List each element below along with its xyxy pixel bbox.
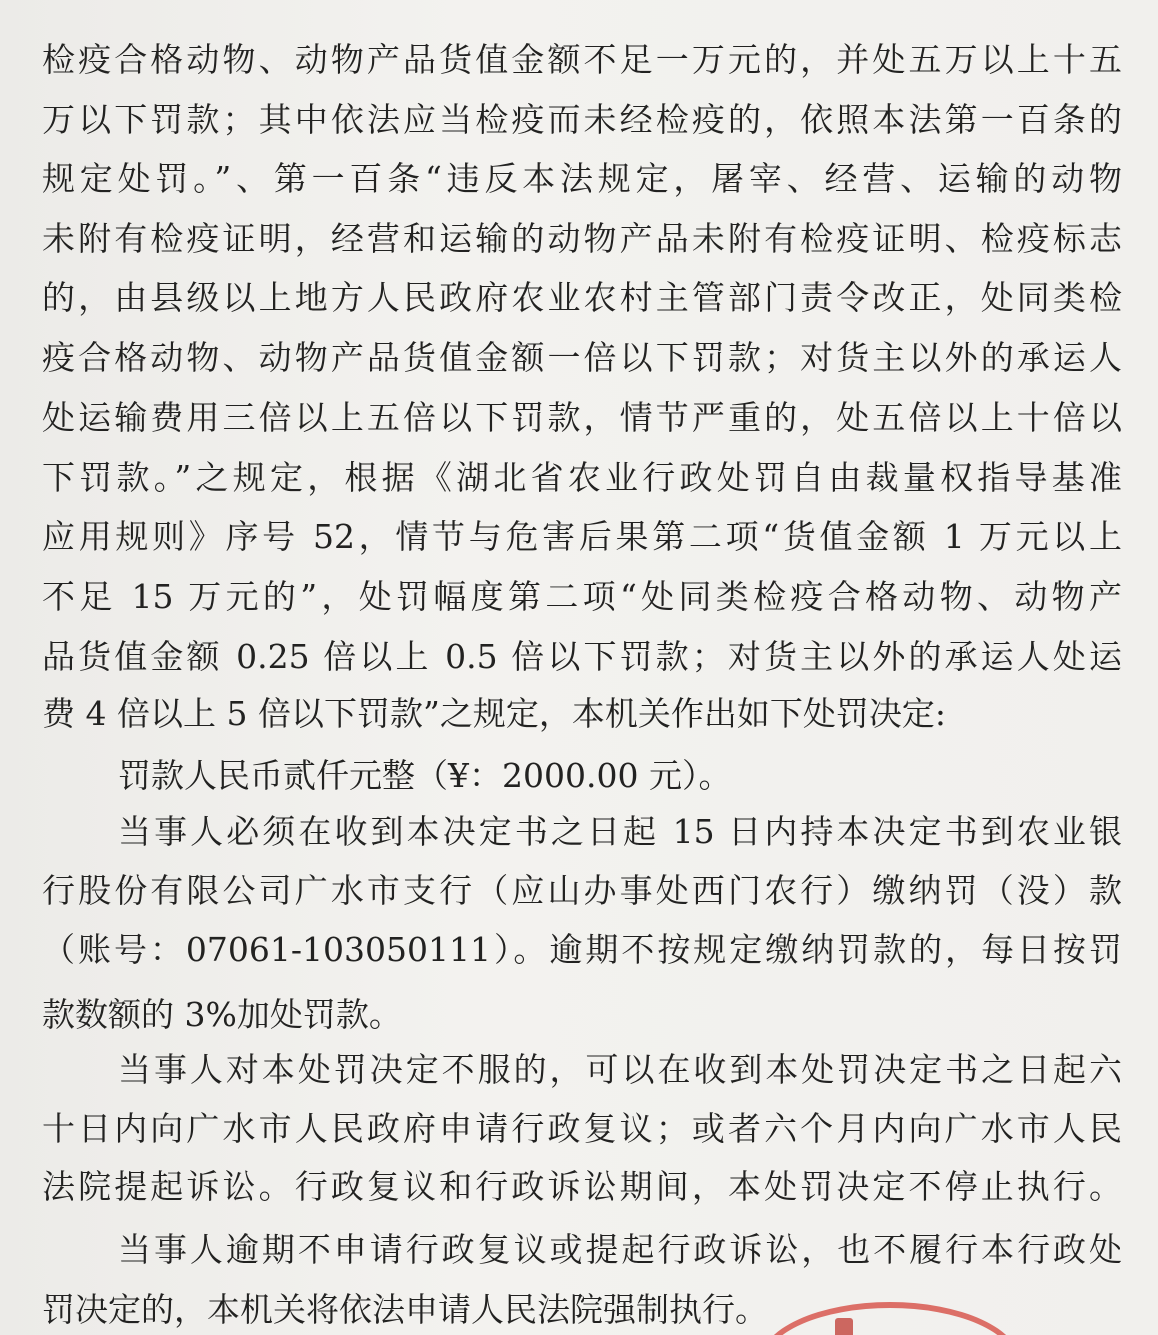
text-line: 下罚款。”之规定，根据《湖北省农业行政处罚自由裁量权指导基准: [42, 458, 1122, 497]
text-line: 当事人必须在收到本决定书之日起 15 日内持本决定书到农业银: [118, 812, 1122, 851]
text-line: 法院提起诉讼。行政复议和行政诉讼期间，本处罚决定不停止执行。: [42, 1167, 1122, 1206]
seal-mark: [835, 1318, 853, 1335]
text-line: 费 4 倍以上 5 倍以下罚款”之规定，本机关作出如下处罚决定:: [42, 694, 946, 733]
text-line: 疫合格动物、动物产品货值金额一倍以下罚款；对货主以外的承运人: [42, 338, 1122, 377]
text-line: 当事人对本处罚决定不服的，可以在收到本处罚决定书之日起六: [118, 1050, 1122, 1089]
text-line: 不足 15 万元的”，处罚幅度第二项“处同类检疫合格动物、动物产: [42, 577, 1122, 616]
text-line: 十日内向广水市人民政府申请行政复议；或者六个月内向广水市人民: [42, 1109, 1122, 1148]
text-line: 处运输费用三倍以上五倍以下罚款，情节严重的，处五倍以上十倍以: [42, 398, 1122, 437]
fine-amount-line: 罚款人民币贰仟元整（¥：2000.00 元）。: [118, 756, 732, 795]
account-line: （账号：07061-103050111）。逾期不按规定缴纳罚款的，每日按罚: [42, 930, 1122, 969]
text-line: 未附有检疫证明，经营和运输的动物产品未附有检疫证明、检疫标志: [42, 219, 1122, 258]
text-line: 款数额的 3%加处罚款。: [42, 995, 402, 1034]
text-line: 品货值金额 0.25 倍以上 0.5 倍以下罚款；对货主以外的承运人处运: [42, 637, 1122, 676]
text-line: 的，由县级以上地方人民政府农业农村主管部门责令改正，处同类检: [42, 278, 1122, 317]
text-line: 规定处罚。”、第一百条“违反本法规定，屠宰、经营、运输的动物: [42, 159, 1122, 198]
text-line: 罚决定的，本机关将依法申请人民法院强制执行。: [42, 1290, 768, 1329]
text-line: 行股份有限公司广水市支行（应山办事处西门农行）缴纳罚（没）款: [42, 871, 1122, 910]
text-line: 应用规则》序号 52，情节与危害后果第二项“货值金额 1 万元以上: [42, 517, 1122, 556]
text-line: 万以下罚款；其中依法应当检疫而未经检疫的，依照本法第一百条的: [42, 100, 1122, 139]
text-line: 检疫合格动物、动物产品货值金额不足一万元的，并处五万以上十五: [42, 40, 1122, 79]
text-line: 当事人逾期不申请行政复议或提起行政诉讼，也不履行本行政处: [118, 1230, 1122, 1269]
